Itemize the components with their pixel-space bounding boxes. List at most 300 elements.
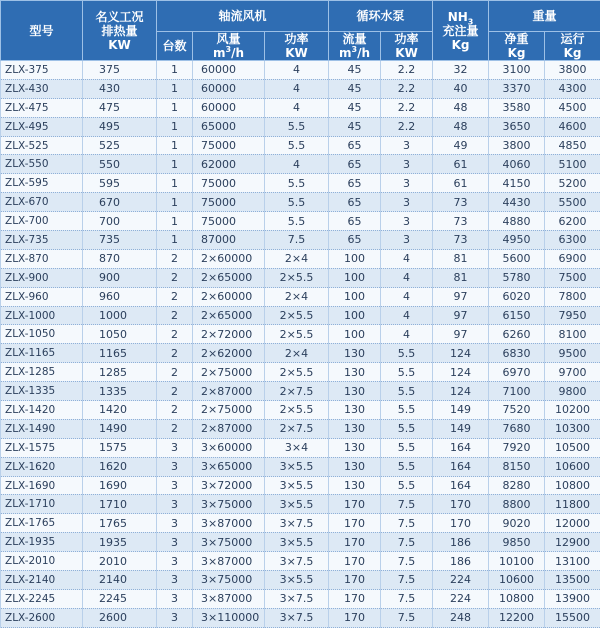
pump-power-cell: 2.2 xyxy=(381,61,433,80)
fan-count-cell: 2 xyxy=(157,344,193,363)
table-row xyxy=(1,476,600,495)
fan-count-cell: 2 xyxy=(157,287,193,306)
nh3-charge-cell: 97 xyxy=(433,325,489,344)
nh3-charge-cell: 73 xyxy=(433,193,489,212)
fan-count-cell: 3 xyxy=(157,476,193,495)
fan-flow-cell: 87000 xyxy=(193,231,265,250)
fan-power-cell: 2×5.5 xyxy=(265,401,329,420)
pump-power-cell: 5.5 xyxy=(381,419,433,438)
pump-power-cell: 7.5 xyxy=(381,495,433,514)
op-weight-cell: 9800 xyxy=(545,382,600,401)
header-nh3-main: NH xyxy=(448,10,468,24)
net-weight-cell: 7680 xyxy=(489,419,545,438)
model-cell: ZLX-550 xyxy=(1,155,83,174)
model-cell: ZLX-1420 xyxy=(1,401,83,420)
table-row xyxy=(1,61,600,80)
table-row xyxy=(1,495,600,514)
header-pump-power-label: 功率 xyxy=(395,32,419,46)
nh3-charge-cell: 224 xyxy=(433,571,489,590)
fan-power-cell: 5.5 xyxy=(265,174,329,193)
fan-power-cell: 7.5 xyxy=(265,231,329,250)
pump-flow-cell: 65 xyxy=(329,174,381,193)
model-cell: ZLX-1285 xyxy=(1,363,83,382)
model-cell: ZLX-495 xyxy=(1,117,83,136)
net-weight-cell: 3370 xyxy=(489,79,545,98)
nh3-charge-cell: 81 xyxy=(433,268,489,287)
net-weight-cell: 7520 xyxy=(489,401,545,420)
header-capacity xyxy=(83,1,157,61)
pump-power-cell: 7.5 xyxy=(381,589,433,608)
model-cell: ZLX-1575 xyxy=(1,438,83,457)
pump-flow-cell: 100 xyxy=(329,287,381,306)
net-weight-cell: 9850 xyxy=(489,533,545,552)
fan-flow-cell: 75000 xyxy=(193,193,265,212)
nh3-charge-cell: 124 xyxy=(433,363,489,382)
fan-count-cell: 2 xyxy=(157,249,193,268)
table-row xyxy=(1,382,600,401)
fan-count-cell: 1 xyxy=(157,61,193,80)
model-cell: ZLX-525 xyxy=(1,136,83,155)
net-weight-cell: 8800 xyxy=(489,495,545,514)
fan-flow-cell: 2×87000 xyxy=(193,382,265,401)
op-weight-cell: 7950 xyxy=(545,306,600,325)
pump-flow-cell: 130 xyxy=(329,476,381,495)
fan-flow-cell: 75000 xyxy=(193,136,265,155)
fan-power-cell: 4 xyxy=(265,155,329,174)
op-weight-cell: 5500 xyxy=(545,193,600,212)
pump-power-cell: 4 xyxy=(381,325,433,344)
op-weight-cell: 5200 xyxy=(545,174,600,193)
pump-flow-cell: 130 xyxy=(329,401,381,420)
model-cell: ZLX-475 xyxy=(1,98,83,117)
capacity-cell: 1575 xyxy=(83,438,157,457)
table-row xyxy=(1,571,600,590)
model-cell: ZLX-670 xyxy=(1,193,83,212)
nh3-charge-cell: 48 xyxy=(433,98,489,117)
pump-power-cell: 4 xyxy=(381,287,433,306)
fan-flow-cell: 3×87000 xyxy=(193,589,265,608)
fan-count-cell: 3 xyxy=(157,495,193,514)
table-row xyxy=(1,136,600,155)
capacity-cell: 525 xyxy=(83,136,157,155)
net-weight-cell: 10600 xyxy=(489,571,545,590)
pump-power-cell: 5.5 xyxy=(381,382,433,401)
net-weight-cell: 3800 xyxy=(489,136,545,155)
nh3-charge-cell: 186 xyxy=(433,552,489,571)
pump-power-cell: 3 xyxy=(381,212,433,231)
net-weight-cell: 4150 xyxy=(489,174,545,193)
fan-flow-cell: 60000 xyxy=(193,79,265,98)
capacity-cell: 2600 xyxy=(83,608,157,627)
header-op-weight-label: 运行 xyxy=(561,32,585,46)
capacity-cell: 2245 xyxy=(83,589,157,608)
pump-flow-cell: 45 xyxy=(329,61,381,80)
capacity-cell: 735 xyxy=(83,231,157,250)
table-row xyxy=(1,287,600,306)
capacity-cell: 2140 xyxy=(83,571,157,590)
fan-power-cell: 4 xyxy=(265,61,329,80)
fan-count-cell: 3 xyxy=(157,608,193,627)
fan-power-cell: 3×7.5 xyxy=(265,608,329,627)
model-cell: ZLX-375 xyxy=(1,61,83,80)
net-weight-cell: 8280 xyxy=(489,476,545,495)
pump-power-cell: 5.5 xyxy=(381,438,433,457)
header-pump-flow-unit-a: m xyxy=(339,46,352,60)
fan-count-cell: 3 xyxy=(157,571,193,590)
op-weight-cell: 13500 xyxy=(545,571,600,590)
op-weight-cell: 13100 xyxy=(545,552,600,571)
header-fan-flow-label: 风量 xyxy=(216,32,240,46)
fan-count-cell: 1 xyxy=(157,212,193,231)
table-row xyxy=(1,552,600,571)
fan-count-cell: 2 xyxy=(157,382,193,401)
fan-power-cell: 4 xyxy=(265,98,329,117)
model-cell: ZLX-2140 xyxy=(1,571,83,590)
pump-power-cell: 2.2 xyxy=(381,79,433,98)
header-net-weight-unit: Kg xyxy=(508,46,526,60)
fan-flow-cell: 3×75000 xyxy=(193,495,265,514)
model-cell: ZLX-1710 xyxy=(1,495,83,514)
fan-flow-cell: 2×60000 xyxy=(193,287,265,306)
fan-flow-cell: 3×72000 xyxy=(193,476,265,495)
pump-flow-cell: 65 xyxy=(329,136,381,155)
nh3-charge-cell: 48 xyxy=(433,117,489,136)
header-pump-group: 循环水泵 xyxy=(329,1,433,32)
fan-count-cell: 1 xyxy=(157,193,193,212)
op-weight-cell: 4600 xyxy=(545,117,600,136)
fan-power-cell: 5.5 xyxy=(265,193,329,212)
pump-power-cell: 7.5 xyxy=(381,552,433,571)
op-weight-cell: 9700 xyxy=(545,363,600,382)
fan-count-cell: 2 xyxy=(157,306,193,325)
fan-flow-cell: 62000 xyxy=(193,155,265,174)
capacity-cell: 495 xyxy=(83,117,157,136)
net-weight-cell: 4950 xyxy=(489,231,545,250)
fan-flow-cell: 2×75000 xyxy=(193,401,265,420)
header-capacity-unit: KW xyxy=(108,38,131,52)
nh3-charge-cell: 40 xyxy=(433,79,489,98)
header-nh3 xyxy=(433,1,489,61)
op-weight-cell: 6300 xyxy=(545,231,600,250)
fan-count-cell: 1 xyxy=(157,79,193,98)
capacity-cell: 595 xyxy=(83,174,157,193)
fan-flow-cell: 2×75000 xyxy=(193,363,265,382)
capacity-cell: 1620 xyxy=(83,457,157,476)
table-row xyxy=(1,98,600,117)
pump-power-cell: 7.5 xyxy=(381,571,433,590)
net-weight-cell: 4430 xyxy=(489,193,545,212)
net-weight-cell: 6020 xyxy=(489,287,545,306)
fan-count-cell: 2 xyxy=(157,401,193,420)
fan-power-cell: 2×5.5 xyxy=(265,306,329,325)
fan-count-cell: 3 xyxy=(157,552,193,571)
op-weight-cell: 7800 xyxy=(545,287,600,306)
capacity-cell: 475 xyxy=(83,98,157,117)
capacity-cell: 1165 xyxy=(83,344,157,363)
pump-power-cell: 3 xyxy=(381,231,433,250)
model-cell: ZLX-735 xyxy=(1,231,83,250)
pump-flow-cell: 130 xyxy=(329,363,381,382)
table-row xyxy=(1,212,600,231)
pump-power-cell: 5.5 xyxy=(381,476,433,495)
pump-power-cell: 7.5 xyxy=(381,514,433,533)
header-fan-count: 台数 xyxy=(157,32,193,61)
fan-power-cell: 3×7.5 xyxy=(265,552,329,571)
capacity-cell: 960 xyxy=(83,287,157,306)
op-weight-cell: 6200 xyxy=(545,212,600,231)
table-row xyxy=(1,457,600,476)
header-op-weight xyxy=(545,32,600,61)
capacity-cell: 1490 xyxy=(83,419,157,438)
model-cell: ZLX-430 xyxy=(1,79,83,98)
header-pump-power xyxy=(381,32,433,61)
fan-power-cell: 3×5.5 xyxy=(265,457,329,476)
nh3-charge-cell: 149 xyxy=(433,419,489,438)
pump-flow-cell: 170 xyxy=(329,589,381,608)
header-pump-flow-unit-sup: 3 xyxy=(352,45,358,54)
table-row xyxy=(1,344,600,363)
op-weight-cell: 5100 xyxy=(545,155,600,174)
pump-flow-cell: 100 xyxy=(329,249,381,268)
pump-power-cell: 5.5 xyxy=(381,457,433,476)
fan-power-cell: 5.5 xyxy=(265,117,329,136)
net-weight-cell: 4060 xyxy=(489,155,545,174)
pump-power-cell: 5.5 xyxy=(381,401,433,420)
fan-flow-cell: 60000 xyxy=(193,98,265,117)
header-nh3-unit: Kg xyxy=(452,38,470,52)
pump-flow-cell: 170 xyxy=(329,552,381,571)
op-weight-cell: 12900 xyxy=(545,533,600,552)
header-fan-power xyxy=(265,32,329,61)
op-weight-cell: 15500 xyxy=(545,608,600,627)
op-weight-cell: 4850 xyxy=(545,136,600,155)
net-weight-cell: 3650 xyxy=(489,117,545,136)
nh3-charge-cell: 170 xyxy=(433,495,489,514)
capacity-cell: 1000 xyxy=(83,306,157,325)
fan-power-cell: 2×5.5 xyxy=(265,268,329,287)
pump-flow-cell: 170 xyxy=(329,514,381,533)
table-row xyxy=(1,117,600,136)
nh3-charge-cell: 97 xyxy=(433,287,489,306)
capacity-cell: 1935 xyxy=(83,533,157,552)
header-fan-flow xyxy=(193,32,265,61)
net-weight-cell: 6970 xyxy=(489,363,545,382)
op-weight-cell: 4300 xyxy=(545,79,600,98)
pump-flow-cell: 130 xyxy=(329,457,381,476)
fan-flow-cell: 3×60000 xyxy=(193,438,265,457)
fan-power-cell: 4 xyxy=(265,79,329,98)
fan-flow-cell: 3×75000 xyxy=(193,571,265,590)
pump-power-cell: 3 xyxy=(381,155,433,174)
capacity-cell: 670 xyxy=(83,193,157,212)
model-cell: ZLX-1935 xyxy=(1,533,83,552)
pump-power-cell: 2.2 xyxy=(381,117,433,136)
fan-count-cell: 1 xyxy=(157,174,193,193)
header-op-weight-unit: Kg xyxy=(564,46,582,60)
fan-count-cell: 2 xyxy=(157,268,193,287)
fan-count-cell: 3 xyxy=(157,438,193,457)
nh3-charge-cell: 32 xyxy=(433,61,489,80)
nh3-charge-cell: 164 xyxy=(433,457,489,476)
net-weight-cell: 6150 xyxy=(489,306,545,325)
capacity-cell: 430 xyxy=(83,79,157,98)
table-row xyxy=(1,79,600,98)
nh3-charge-cell: 164 xyxy=(433,476,489,495)
header-fan-flow-unit-sup: 3 xyxy=(226,45,232,54)
pump-flow-cell: 100 xyxy=(329,268,381,287)
op-weight-cell: 8100 xyxy=(545,325,600,344)
pump-flow-cell: 65 xyxy=(329,193,381,212)
fan-count-cell: 3 xyxy=(157,589,193,608)
pump-flow-cell: 65 xyxy=(329,155,381,174)
op-weight-cell: 10800 xyxy=(545,476,600,495)
pump-power-cell: 4 xyxy=(381,268,433,287)
table-row xyxy=(1,589,600,608)
header-fan-power-unit: KW xyxy=(285,46,308,60)
header-model: 型号 xyxy=(1,1,83,61)
nh3-charge-cell: 170 xyxy=(433,514,489,533)
nh3-charge-cell: 248 xyxy=(433,608,489,627)
pump-power-cell: 5.5 xyxy=(381,363,433,382)
fan-flow-cell: 75000 xyxy=(193,174,265,193)
nh3-charge-cell: 124 xyxy=(433,382,489,401)
nh3-charge-cell: 61 xyxy=(433,155,489,174)
net-weight-cell: 6260 xyxy=(489,325,545,344)
model-cell: ZLX-700 xyxy=(1,212,83,231)
pump-flow-cell: 65 xyxy=(329,231,381,250)
pump-flow-cell: 45 xyxy=(329,98,381,117)
table-row xyxy=(1,608,600,627)
op-weight-cell: 6900 xyxy=(545,249,600,268)
fan-count-cell: 1 xyxy=(157,231,193,250)
op-weight-cell: 10500 xyxy=(545,438,600,457)
op-weight-cell: 10300 xyxy=(545,419,600,438)
capacity-cell: 550 xyxy=(83,155,157,174)
pump-power-cell: 4 xyxy=(381,306,433,325)
fan-count-cell: 3 xyxy=(157,533,193,552)
pump-flow-cell: 130 xyxy=(329,382,381,401)
table-header xyxy=(1,1,600,61)
model-cell: ZLX-1690 xyxy=(1,476,83,495)
capacity-cell: 870 xyxy=(83,249,157,268)
fan-count-cell: 2 xyxy=(157,363,193,382)
op-weight-cell: 10600 xyxy=(545,457,600,476)
model-cell: ZLX-960 xyxy=(1,287,83,306)
fan-count-cell: 1 xyxy=(157,155,193,174)
fan-power-cell: 3×5.5 xyxy=(265,571,329,590)
net-weight-cell: 10100 xyxy=(489,552,545,571)
header-net-weight xyxy=(489,32,545,61)
header-net-weight-label: 净重 xyxy=(505,32,529,46)
pump-power-cell: 2.2 xyxy=(381,98,433,117)
nh3-charge-cell: 164 xyxy=(433,438,489,457)
capacity-cell: 1690 xyxy=(83,476,157,495)
model-cell: ZLX-2010 xyxy=(1,552,83,571)
pump-flow-cell: 45 xyxy=(329,79,381,98)
model-cell: ZLX-900 xyxy=(1,268,83,287)
pump-flow-cell: 170 xyxy=(329,533,381,552)
op-weight-cell: 9500 xyxy=(545,344,600,363)
table-row xyxy=(1,231,600,250)
fan-power-cell: 5.5 xyxy=(265,212,329,231)
table-row xyxy=(1,155,600,174)
model-cell: ZLX-1490 xyxy=(1,419,83,438)
header-fan-power-label: 功率 xyxy=(285,32,309,46)
nh3-charge-cell: 61 xyxy=(433,174,489,193)
table-row xyxy=(1,363,600,382)
nh3-charge-cell: 149 xyxy=(433,401,489,420)
fan-count-cell: 1 xyxy=(157,117,193,136)
pump-power-cell: 3 xyxy=(381,136,433,155)
model-cell: ZLX-1765 xyxy=(1,514,83,533)
fan-power-cell: 2×4 xyxy=(265,249,329,268)
model-cell: ZLX-1050 xyxy=(1,325,83,344)
pump-flow-cell: 45 xyxy=(329,117,381,136)
fan-count-cell: 1 xyxy=(157,136,193,155)
net-weight-cell: 4880 xyxy=(489,212,545,231)
fan-power-cell: 2×7.5 xyxy=(265,419,329,438)
op-weight-cell: 12000 xyxy=(545,514,600,533)
fan-power-cell: 2×4 xyxy=(265,344,329,363)
op-weight-cell: 13900 xyxy=(545,589,600,608)
fan-count-cell: 1 xyxy=(157,98,193,117)
net-weight-cell: 3100 xyxy=(489,61,545,80)
fan-flow-cell: 2×60000 xyxy=(193,249,265,268)
fan-flow-cell: 2×62000 xyxy=(193,344,265,363)
net-weight-cell: 12200 xyxy=(489,608,545,627)
fan-count-cell: 2 xyxy=(157,325,193,344)
pump-flow-cell: 170 xyxy=(329,608,381,627)
header-fan-group: 轴流风机 xyxy=(157,1,329,32)
net-weight-cell: 6830 xyxy=(489,344,545,363)
model-cell: ZLX-2245 xyxy=(1,589,83,608)
pump-flow-cell: 65 xyxy=(329,212,381,231)
pump-power-cell: 7.5 xyxy=(381,533,433,552)
fan-flow-cell: 2×72000 xyxy=(193,325,265,344)
table-row xyxy=(1,419,600,438)
pump-power-cell: 7.5 xyxy=(381,608,433,627)
fan-flow-cell: 3×110000 xyxy=(193,608,265,627)
capacity-cell: 1285 xyxy=(83,363,157,382)
op-weight-cell: 7500 xyxy=(545,268,600,287)
fan-flow-cell: 3×65000 xyxy=(193,457,265,476)
fan-power-cell: 3×4 xyxy=(265,438,329,457)
fan-power-cell: 3×5.5 xyxy=(265,533,329,552)
header-pump-power-unit: KW xyxy=(395,46,418,60)
nh3-charge-cell: 73 xyxy=(433,212,489,231)
header-pump-flow-unit-b: /h xyxy=(357,46,370,60)
fan-count-cell: 2 xyxy=(157,419,193,438)
pump-flow-cell: 130 xyxy=(329,344,381,363)
fan-flow-cell: 2×87000 xyxy=(193,419,265,438)
header-nh3-sub: 3 xyxy=(468,17,474,26)
fan-flow-cell: 65000 xyxy=(193,117,265,136)
capacity-cell: 1420 xyxy=(83,401,157,420)
fan-power-cell: 5.5 xyxy=(265,136,329,155)
fan-power-cell: 2×7.5 xyxy=(265,382,329,401)
nh3-charge-cell: 124 xyxy=(433,344,489,363)
net-weight-cell: 7920 xyxy=(489,438,545,457)
nh3-charge-cell: 97 xyxy=(433,306,489,325)
header-weight-group: 重量 xyxy=(489,1,600,32)
pump-flow-cell: 100 xyxy=(329,325,381,344)
model-cell: ZLX-1620 xyxy=(1,457,83,476)
net-weight-cell: 3580 xyxy=(489,98,545,117)
fan-flow-cell: 2×65000 xyxy=(193,306,265,325)
net-weight-cell: 5780 xyxy=(489,268,545,287)
header-nh3-charge: 充注量 xyxy=(443,24,479,38)
model-cell: ZLX-1165 xyxy=(1,344,83,363)
